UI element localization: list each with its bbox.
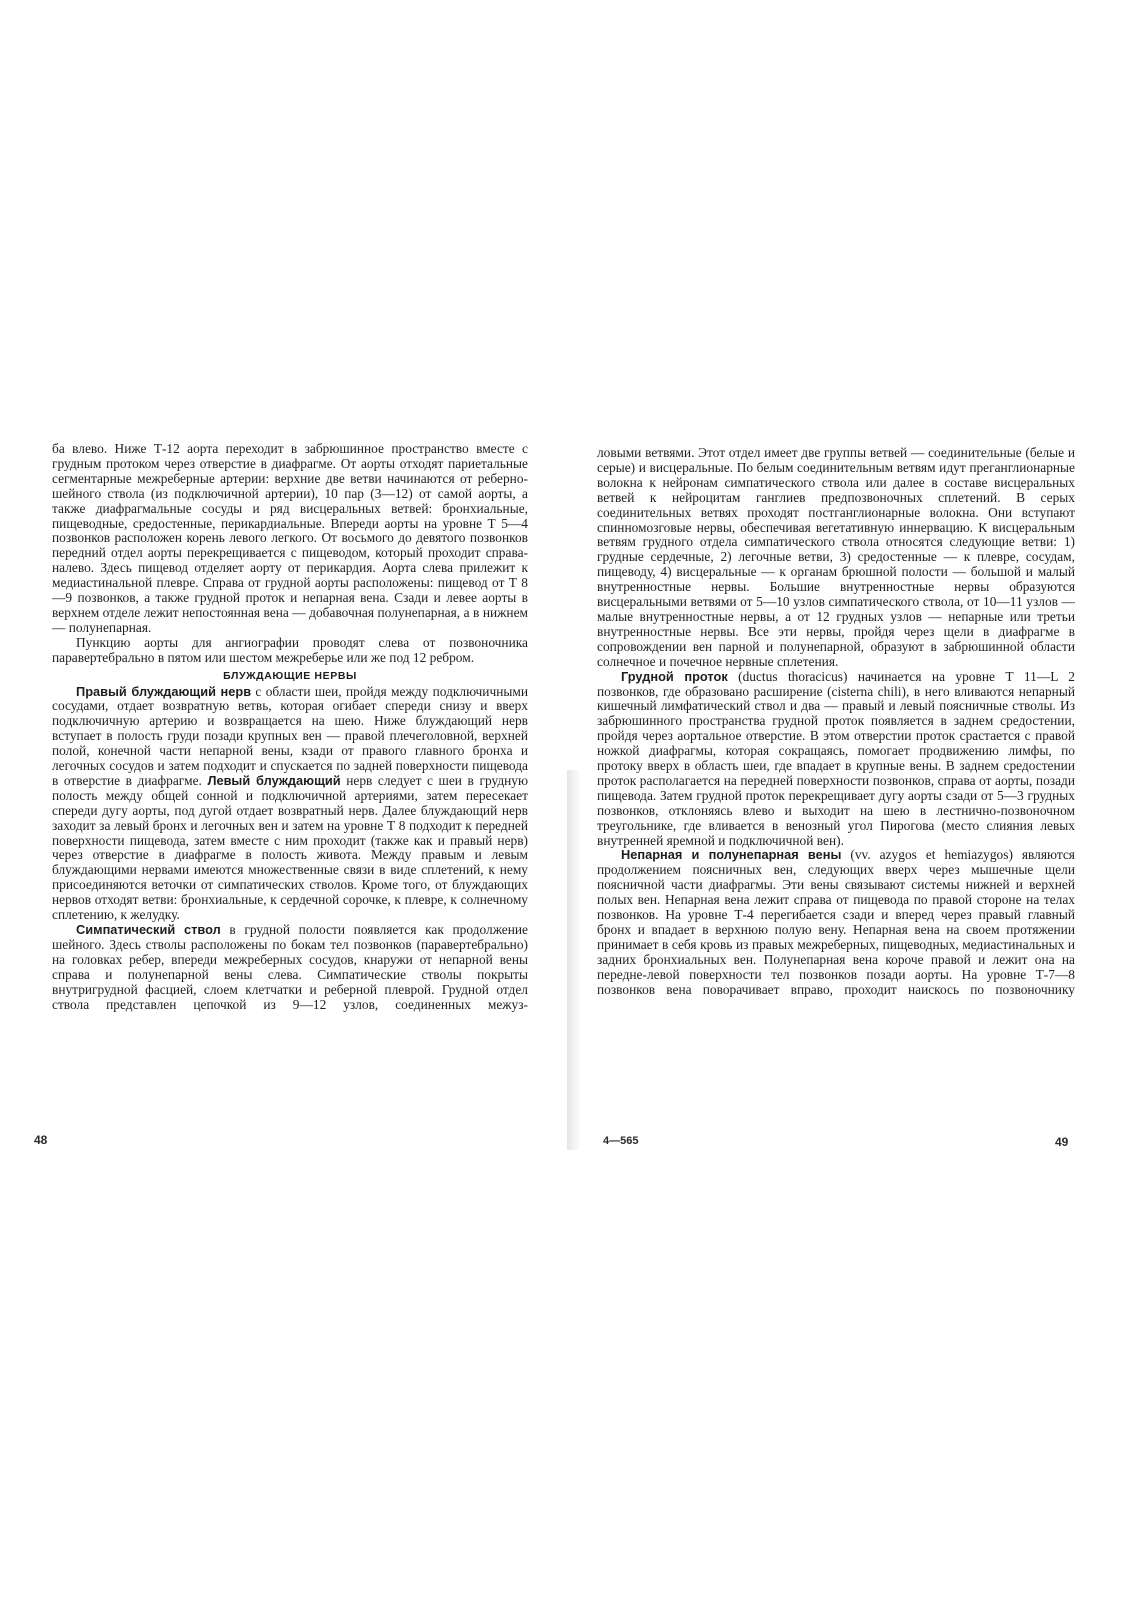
text-sympathetic-trunk: в грудной полости появляется как продолжение шейного. Здесь стволы расположены по бокам тел позвонков (паравертебрально) на головках ребер, впереди межреберных сосудов, кнаружи от непарной вены справа и полунепарной вены слева. Симпатические стволы покрыты внутригрудной фасцией, слоем клетчатки и реберной плеврой. Грудной отдел ствола представлен цепочкой из 9—12 узлов, соединенных межуз- bbox=[52, 922, 528, 1012]
right-page-number: 49 bbox=[1055, 1135, 1069, 1149]
paragraph-sympathetic-branches: ловыми ветвями. Этот отдел имеет две группы ветвей — соединительные (белые и серые) и висцеральные. По белым соединительным ветвям идут преганглионарные волокна к нейронам симпатического ствола или далее в составе висцеральных ветвей к нейроцитам ганглиев предпозвоночных сплетений. В серых соединительных ветвях проходят постганглионарные волокна. Они вступают спинномозговые нервы, обеспечивая вегетативную иннервацию. К висцеральным ветвям грудного отдела симпатического ствола относятся следующие ветви: 1) грудные сердечные, 2) легочные ветви, 3) средостенные — к плевре, сосудам, пищеводу, 4) висцеральные — к органам брюшной полости — большой и малый внутренностные нервы. Большие внутренностные нервы образуются висцеральными ветвями от 5—10 узлов симпатического ствола, от 10—11 узлов — малые внутренностные нервы, а от 12 грудных узлов — непарные или третьи внутренностные нервы. Все эти нервы, пройдя через щели в диафрагме в сопровождении вен парной и полунепарной, образуют в забрюшинной области солнечное и почечное нервные сплетения. bbox=[597, 445, 1075, 669]
paragraph-azygos-veins bbox=[597, 848, 1075, 997]
left-page-text-column bbox=[52, 442, 528, 1012]
printer-signature-mark: 4—565 bbox=[603, 1135, 639, 1147]
text-right-vagus: с области шеи, пройдя между подключичными сосудами, отдает возвратную ветвь, которая огибает спереди снизу и вверх подключичную артерию и возвращается на шею. Ниже блуждающий нерв вступает в полость груди позади крупных вен — правой плечеголовной, верхней полой, конечной части непарной вены, кзади от правого главного бронха и легочных сосудов и затем подходит и спускается по задней поверхности пищевода в отверстие в диафрагме. bbox=[52, 683, 528, 788]
term-right-vagus: Правый блуждающий нерв bbox=[76, 683, 252, 699]
text-left-vagus: нерв следует с шеи в грудную полость между общей сонной и подключичной артериями, затем пересекает спереди дугу аорты, под дугой отдает возвратный нерв. Далее блуждающий нерв заходит за левый бронх и легочных вен и затем на уровне Т 8 подходит к передней поверхности пищевода, затем вместе с ним проходит (также как и правый нерв) через отверстие в диафрагме в полость живота. Между правым и левым блуждающими нервами имеются множественные связи в виде сплетений, к нему присоединяются веточки от симпатических стволов. Кроме того, от блуждающих нервов отходят ветви: бронхиальные, к сердечной сорочке, к плевре, к солнечному сплетению, к желудку. bbox=[52, 772, 529, 923]
paragraph-vagus-nerves bbox=[52, 685, 528, 924]
term-azygos-veins: Непарная и полунепарная вены bbox=[621, 847, 842, 863]
right-page-text-column bbox=[597, 446, 1075, 998]
left-page-number: 48 bbox=[34, 1133, 48, 1147]
text-thoracic-duct: (ductus thoracicus) начинается на уровне Т 11—L 2 позвонков, где образовано расширение (cisterna chili), в него вливаются непарный кишечный лимфатический ствол и два — правый и левый поясничные стволы. Из забрюшинного пространства грудной проток появляется в заднем средостении, пройдя через аортальное отверстие. В этом отверстии проток срастается с правой ножкой диафрагмы, которая сокращаясь, помогает продвижению лимфы, по протоку вверх в область шеи, где впадает в крупные вены. В заднем средостении проток располагается на передней поверхности позвонков, справа от аорты, позади пищевода. Затем грудной проток перекрещивает дугу аорты сзади от 5—3 грудных позвонков, отклоняясь влево и выходит на шею в лестнично-позвоночном треугольнике, где вливается в венозный угол Пирогова (место слияния левых внутренней яремной и подключичной вен). bbox=[597, 668, 1075, 848]
paragraph-thoracic-duct bbox=[597, 670, 1075, 849]
text-azygos-veins: (vv. azygos et hemiazygos) являются продолжением поясничных вен, следующих вверх через мышечные щели поясничной части диафрагмы. Эти вены связывают системы нижней и верхней полых вен. Непарная вена лежит справа от пищевода по правой стороне на телах позвонков. На уровне Т-4 перегибается сзади и вперед через правый главный бронх и впадает в верхнюю полую вену. Непарная вена на своем протяжении принимает в себя кровь из правых межреберных, пищеводных, медиастинальных и задних бронхиальных вен. Полунепарная вена короче правой и лежит она на передне-левой поверхности тел позвонков позади аорты. На уровне Т-7—8 позвонков вена поворачивает вправо, проходит наискось по позвоночнику bbox=[597, 847, 1075, 997]
term-left-vagus: Левый блуждающий bbox=[207, 772, 341, 788]
paragraph-aorta-puncture: Пункцию аорты для ангиографии проводят слева от позвоночника паравертебрально в пятом или шестом межреберье или же под 12 ребром. bbox=[52, 634, 528, 665]
paragraph-sympathetic-trunk bbox=[52, 923, 528, 1012]
term-sympathetic-trunk: Симпатический ствол bbox=[76, 922, 221, 937]
term-thoracic-duct: Грудной проток bbox=[621, 668, 728, 684]
section-heading-vagus: БЛУЖДАЮЩИЕ НЕРВЫ bbox=[223, 669, 357, 682]
gutter-shadow bbox=[567, 770, 581, 1150]
paragraph-aorta-branches: ба влево. Ниже Т-12 аорта переходит в забрюшинное пространство вместе с грудным протоком через отверстие в диафрагме. От аорты отходят париетальные сегментарные межреберные артерии: верхние две ветви начинаются от реберно-шейного ствола (из подключичной артерии), 10 пар (3—12) от самой аорты, а также диафрагмальные сосуды и ряд висцеральных ветвей: бронхиальные, пищеводные, средостенные, перикардиальные. Впереди аорты на уровне Т 5—4 позвонков расположен корень левого легкого. От восьмого до девятого позвонков передний отдел аорты перекрещивается с пищеводом, который проходит справа-налево. Здесь пищевод отделяет аорту от перикардия. Аорта слева прилежит к медиастинальной плевре. Справа от грудной аорты расположены: пищевод от Т 8—9 позвонков, а также грудной проток и непарная вена. Сзади и левее аорты в верхнем отделе лежит непостоянная вена — добавочная полунепарная, а в нижнем — полунепарная. bbox=[52, 441, 528, 635]
right-page bbox=[567, 0, 1134, 1600]
